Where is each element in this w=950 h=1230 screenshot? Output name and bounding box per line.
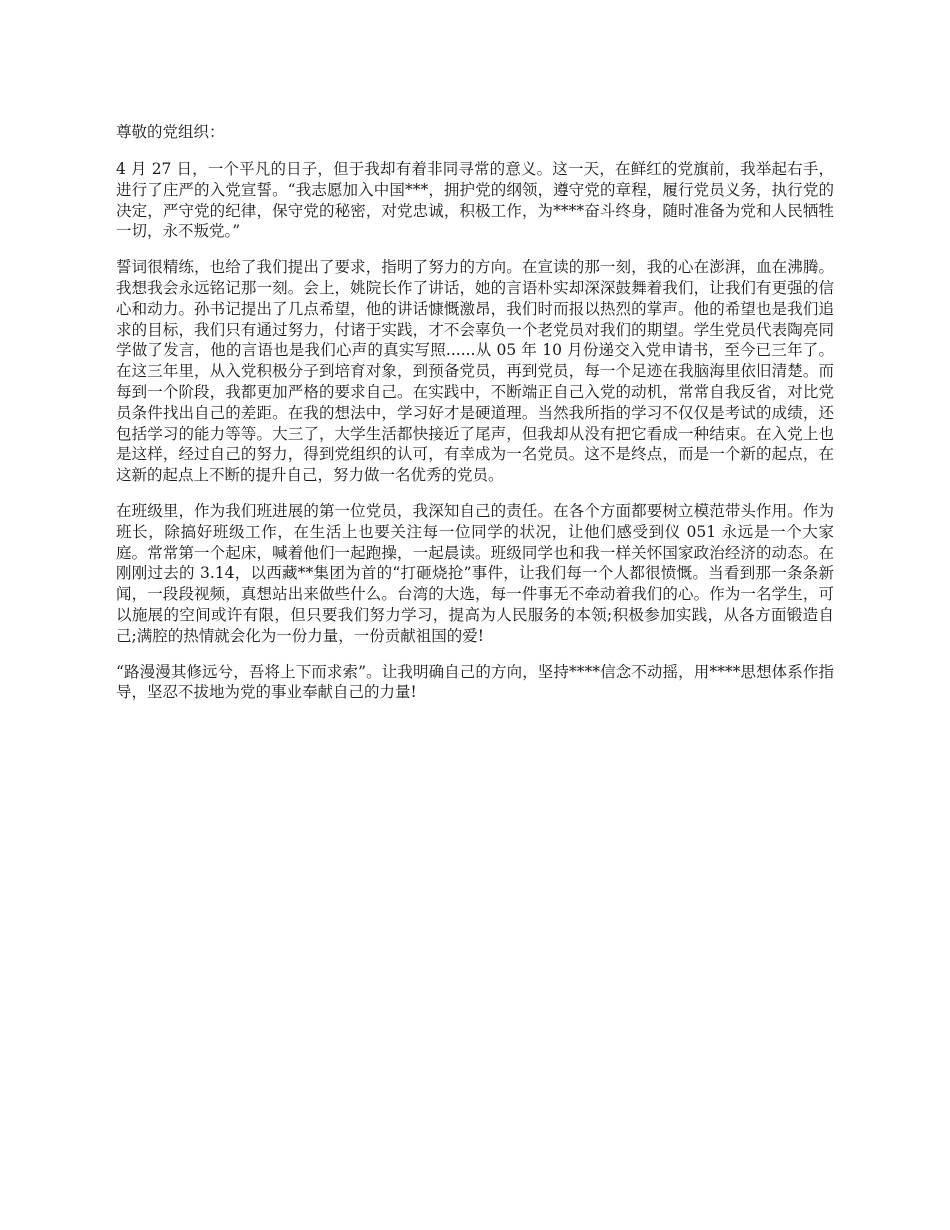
paragraph-oath: 4 月 27 日，一个平凡的日子，但于我却有着非同寻常的意义。这一天，在鲜红的党旗前，我举起右手，进行了庄严的入党宣誓。“我志愿加入中国***，拥护党的纲领，遵守党的章程，履行党员义务，执行党的决定，严守党的纪律，保守党的秘密，对党忠诚，积极工作，为****奋斗终身，随时准备为党和人民牺牲一切，永不叛党。” <box>116 160 834 241</box>
paragraph-closing: “路漫漫其修远兮，吾将上下而求索”。让我明确自己的方向，坚持****信念不动摇，用****思想体系作指导，坚忍不拔地为党的事业奉献自己的力量! <box>116 662 834 702</box>
salutation: 尊敬的党组织： <box>116 123 225 141</box>
document-page <box>116 122 834 718</box>
paragraph-class-duty: 在班级里，作为我们班进展的第一位党员，我深知自己的责任。在各个方面都要树立模范带头作用。作为班长，除搞好班级工作，在生活上也要关注每一位同学的状况，让他们感受到仪 051 永远是一个大家庭。常常第一个起床，喊着他们一起跑操，一起晨读。班级同学也和我一样关怀国家政治经济的动态。在刚刚过去的 3.14，以西藏**集团为首的“打砸烧抢”事件，让我们每一个人都很愤慨。当看到那一条条新闻，一段段视频，真想站出来做些什么。台湾的大选，每一件事无不牵动着我们的心。作为一名学生，可以施展的空间或许有限，但只要我们努力学习，提高为人民服务的本领;积极参加实践，从各方面锻造自己;满腔的热情就会化为一份力量，一份贡献祖国的爱! <box>116 501 834 645</box>
paragraph-reflection: 誓词很精练，也给了我们提出了要求，指明了努力的方向。在宣读的那一刻，我的心在澎湃，血在沸腾。我想我会永远铭记那一刻。会上，姚院长作了讲话，她的言语朴实却深深鼓舞着我们，让我们有更强的信心和动力。孙书记提出了几点希望，他的讲话慷慨激昂，我们时而报以热烈的掌声。他的希望也是我们追求的目标，我们只有通过努力，付诸于实践，才不会辜负一个老党员对我们的期望。学生党员代表陶亮同学做了发言，他的言语也是我们心声的真实写照......从 05 年 10 月份递交入党申请书，至今已三年了。在这三年里，从入党积极分子到培育对象，到预备党员，再到党员，每一个足迹在我脑海里依旧清楚。而每到一个阶段，我都更加严格的要求自己。在实践中，不断端正自己入党的动机，常常自我反省，对比党员条件找出自己的差距。在我的想法中，学习好才是硬道理。当然我所指的学习不仅仅是考试的成绩，还包括学习的能力等等。大三了，大学生活都快接近了尾声，但我却从没有把它看成一种结束。在入党上也是这样，经过自己的努力，得到党组织的认可，有幸成为一名党员。这不是终点，而是一个新的起点，在这新的起点上不断的提升自己，努力做一名优秀的党员。 <box>116 258 834 485</box>
